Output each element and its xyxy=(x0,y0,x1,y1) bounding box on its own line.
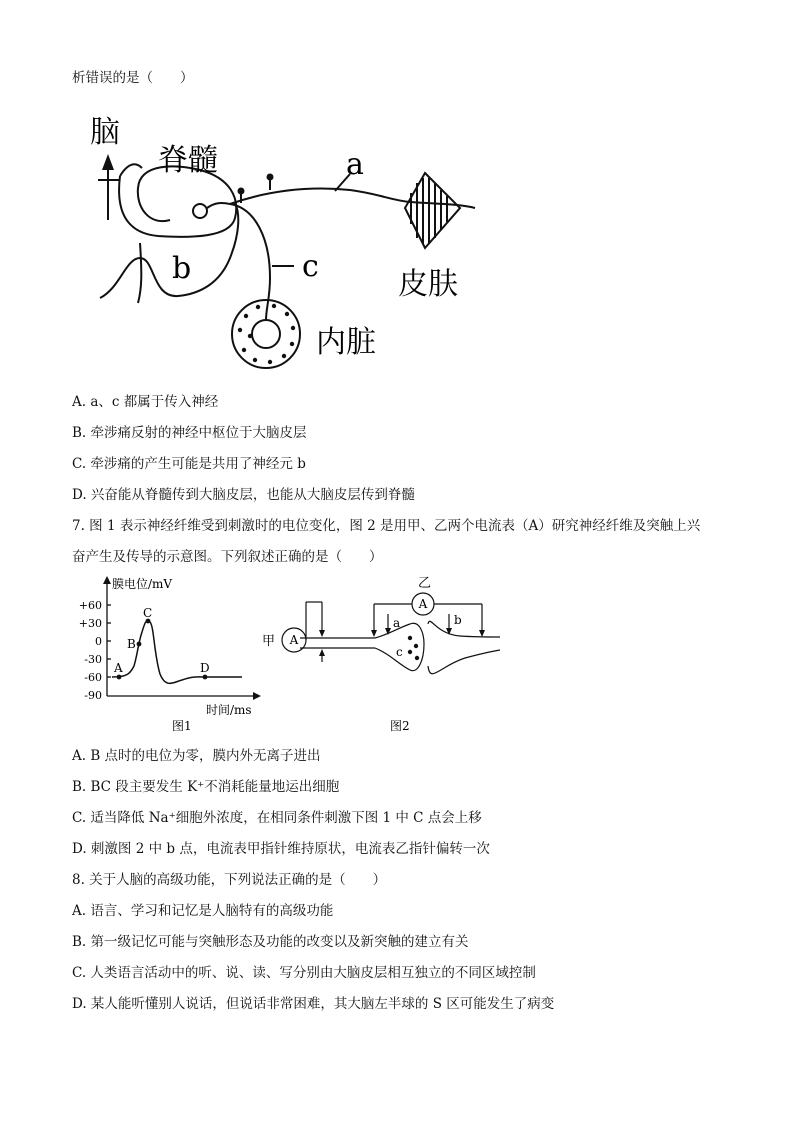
fig2-label-b: b xyxy=(454,613,462,627)
q7-option-b: B. BC 段主要发生 K⁺不消耗能量地运出细胞 xyxy=(72,779,340,795)
fig1-caption: 图1 xyxy=(172,719,192,733)
ytick-0: 0 xyxy=(95,635,102,648)
postsynaptic-top xyxy=(428,621,500,637)
label-yi: 乙 xyxy=(418,576,432,591)
point-D xyxy=(203,675,208,680)
q6-option-d: D. 兴奋能从脊髓传到大脑皮层，也能从大脑皮层传到脊髓 xyxy=(72,487,415,503)
q8-option-d: D. 某人能听懂别人说话，但说话非常困难，其大脑左半球的 S 区可能发生了病变 xyxy=(72,996,555,1012)
brain-arrow-head xyxy=(102,154,114,170)
q7-fig1-potential-graph xyxy=(72,574,272,734)
point-B xyxy=(137,642,142,647)
neuron-b xyxy=(138,243,141,303)
ytick-30: +30 xyxy=(78,617,102,630)
label-B: B xyxy=(127,637,136,651)
q8-option-a: A. 语言、学习和记忆是人脑特有的高级功能 xyxy=(72,903,334,919)
label-b: b xyxy=(172,251,192,286)
fiber-c xyxy=(230,204,270,320)
fig1-ylabel: 膜电位/mV xyxy=(112,577,173,591)
ganglion-dot-a xyxy=(267,174,274,181)
label-A: A xyxy=(114,661,123,675)
label-a: a xyxy=(346,147,364,182)
q8-option-c: C. 人类语言活动中的听、说、读、写分别由大脑皮层相互独立的不同区域控制 xyxy=(72,965,536,981)
q7-stem-line2: 奋产生及传导的示意图。下列叙述正确的是（ ） xyxy=(72,549,383,565)
ytick-neg90: -90 xyxy=(84,689,102,702)
q6-option-a: A. a、c 都属于传入神经 xyxy=(72,394,219,410)
label-viscera: 内脏 xyxy=(316,325,376,360)
ytick-neg30: -30 xyxy=(84,653,102,666)
fig2-label-a: a xyxy=(393,616,401,630)
meter-jia-symbol: A xyxy=(289,633,299,647)
q6-stem-tail: 析错误的是（ ） xyxy=(72,70,194,86)
ytick-60: +60 xyxy=(78,599,102,612)
q6-option-b: B. 牵涉痛反射的神经中枢位于大脑皮层 xyxy=(72,425,307,441)
q7-option-d: D. 刺激图 2 中 b 点，电流表甲指针维持原状，电流表乙指针偏转一次 xyxy=(72,841,490,857)
fig1-xlabel: 时间/ms xyxy=(206,703,252,717)
label-c: c xyxy=(302,249,319,284)
synapse-circle xyxy=(193,204,207,218)
q7-option-c: C. 适当降低 Na⁺细胞外浓度，在相同条件刺激下图 1 中 C 点会上移 xyxy=(72,810,482,826)
q7-fig2-synapse-diagram xyxy=(260,574,510,734)
label-jia: 甲 xyxy=(262,634,276,649)
label-D: D xyxy=(200,661,210,675)
skin-diamond xyxy=(405,173,460,248)
label-brain: 脑 xyxy=(90,115,120,150)
ytick-neg60: -60 xyxy=(84,671,102,684)
label-C: C xyxy=(143,606,153,620)
label-spinal-cord: 脊髓 xyxy=(158,143,218,178)
meter-yi-symbol: A xyxy=(418,597,428,611)
postsynaptic-bottom xyxy=(428,650,500,674)
q7-option-a: A. B 点时的电位为零，膜内外无离子进出 xyxy=(72,748,321,764)
fig1-curve xyxy=(112,621,242,683)
ganglion-dot-c xyxy=(238,188,245,195)
label-skin: 皮肤 xyxy=(398,267,458,302)
q7-stem-line1: 7. 图 1 表示神经纤维受到刺激时的电位变化，图 2 是用甲、乙两个电流表（A）研究神经纤维及突触上兴 xyxy=(72,518,701,534)
q8-stem: 8. 关于人脑的高级功能，下列说法正确的是（ ） xyxy=(72,872,387,888)
q6-option-c: C. 牵涉痛的产生可能是共用了神经元 b xyxy=(72,456,306,472)
point-A xyxy=(117,675,122,680)
q6-reflex-diagram xyxy=(80,108,500,370)
fig2-caption: 图2 xyxy=(390,719,410,733)
q8-option-b: B. 第一级记忆可能与突触形态及功能的改变以及新突触的建立有关 xyxy=(72,934,469,950)
fig2-label-c: c xyxy=(396,645,403,659)
fiber-a xyxy=(230,189,475,208)
